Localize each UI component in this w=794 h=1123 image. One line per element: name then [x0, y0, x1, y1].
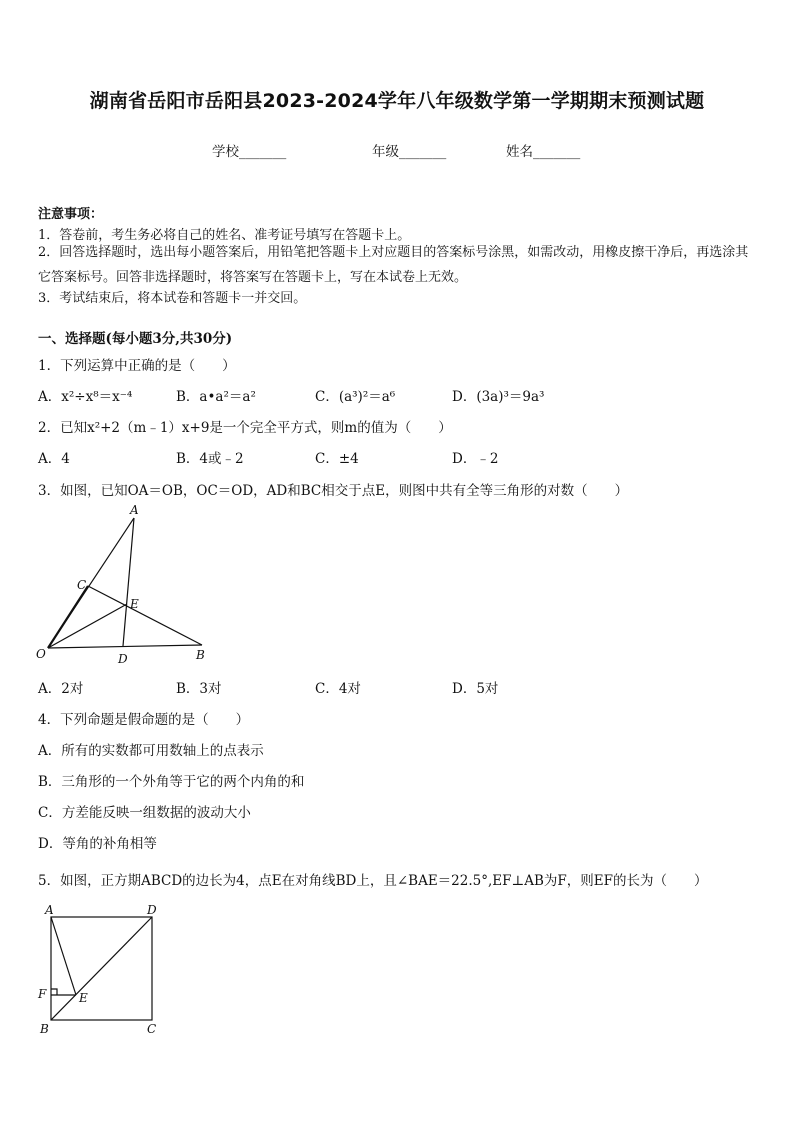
notice-item-2: 2．回答选择题时，选出每小题答案后，用铅笔把答题卡上对应题目的答案标号涂黑，如需改动，用橡皮擦干净后，再选涂其它答案标号。回答非选择题时，将答案写在答题卡上，写在本试卷上无效。 [38, 245, 749, 285]
question-3-option-c: C．4对 [315, 681, 361, 697]
question-3-stem: 3．如图，已知OA＝OB，OC＝OD，AD和BC相交于点E，则图中共有全等三角形的对数（ ） [38, 483, 629, 499]
label-C: C [147, 1022, 157, 1036]
question-3-option-d: D．5对 [452, 681, 499, 697]
diagonal-BD [51, 917, 152, 1020]
question-2-option-b: B．4或﹣2 [176, 451, 244, 467]
label-F: F [38, 987, 47, 1001]
page-title: 湖南省岳阳市岳阳县2023-2024学年八年级数学第一学期期末预测试题 [89, 90, 705, 112]
segment-OC [48, 586, 88, 648]
question-4-stem: 4．下列命题是假命题的是（ ） [38, 712, 250, 728]
label-A: A [130, 503, 139, 517]
question-2-option-c: C．±4 [315, 451, 359, 467]
label-B: B [196, 648, 205, 662]
segment-AE [51, 917, 76, 995]
question-3-figure [30, 500, 220, 672]
question-2-option-d: D．﹣2 [452, 451, 499, 467]
label-C: C [77, 578, 87, 592]
label-A: A [45, 903, 54, 917]
segment-CB [88, 586, 202, 645]
question-1-stem: 1．下列运算中正确的是（ ） [38, 358, 236, 374]
segment-OB [48, 645, 202, 648]
notice-item-3: 3．考试结束后，将本试卷和答题卡一并交回。 [38, 291, 307, 306]
grade-field: 年级_______ [372, 144, 447, 160]
question-1-option-d: D．(3a)³＝9a³ [452, 389, 545, 405]
question-5-figure [34, 902, 174, 1042]
right-angle-mark [51, 989, 57, 995]
question-1-option-a: A．x²÷x⁸＝x⁻⁴ [38, 389, 133, 405]
section-heading: 一、选择题(每小题3分,共30分) [38, 331, 233, 347]
label-E: E [130, 597, 139, 611]
question-5-stem: 5．如图，正方期ABCD的边长为4，点E在对角线BD上，且∠BAE＝22.5°,EF⊥AB为F，则EF的长为（ ） [38, 873, 708, 889]
question-4-option-c: C．方差能反映一组数据的波动大小 [38, 805, 251, 821]
label-E: E [79, 991, 88, 1005]
question-4-option-b: B．三角形的一个外角等于它的两个内角的和 [38, 774, 305, 790]
school-field: 学校_______ [212, 144, 287, 160]
question-3-option-b: B．3对 [176, 681, 222, 697]
segment-OE [48, 604, 127, 648]
name-field: 姓名_______ [506, 144, 581, 160]
question-4-option-a: A．所有的实数都可用数轴上的点表示 [38, 743, 264, 759]
question-4-option-d: D．等角的补角相等 [38, 836, 157, 852]
question-1-option-b: B．a•a²＝a² [176, 389, 256, 405]
notice-heading: 注意事项： [38, 207, 104, 222]
label-O: O [36, 647, 46, 661]
question-2-stem: 2．已知x²+2（m﹣1）x+9是一个完全平方式，则m的值为（ ） [38, 420, 452, 436]
question-2-option-a: A．4 [38, 451, 70, 467]
question-3-option-a: A．2对 [38, 681, 84, 697]
notice-item-1: 1．答卷前，考生务必将自己的姓名、准考证号填写在答题卡上。 [38, 228, 411, 243]
label-D: D [118, 652, 128, 666]
question-1-option-c: C．(a³)²＝a⁶ [315, 389, 396, 405]
label-B: B [40, 1022, 49, 1036]
label-D: D [147, 903, 157, 917]
segment-AD [123, 518, 134, 646]
